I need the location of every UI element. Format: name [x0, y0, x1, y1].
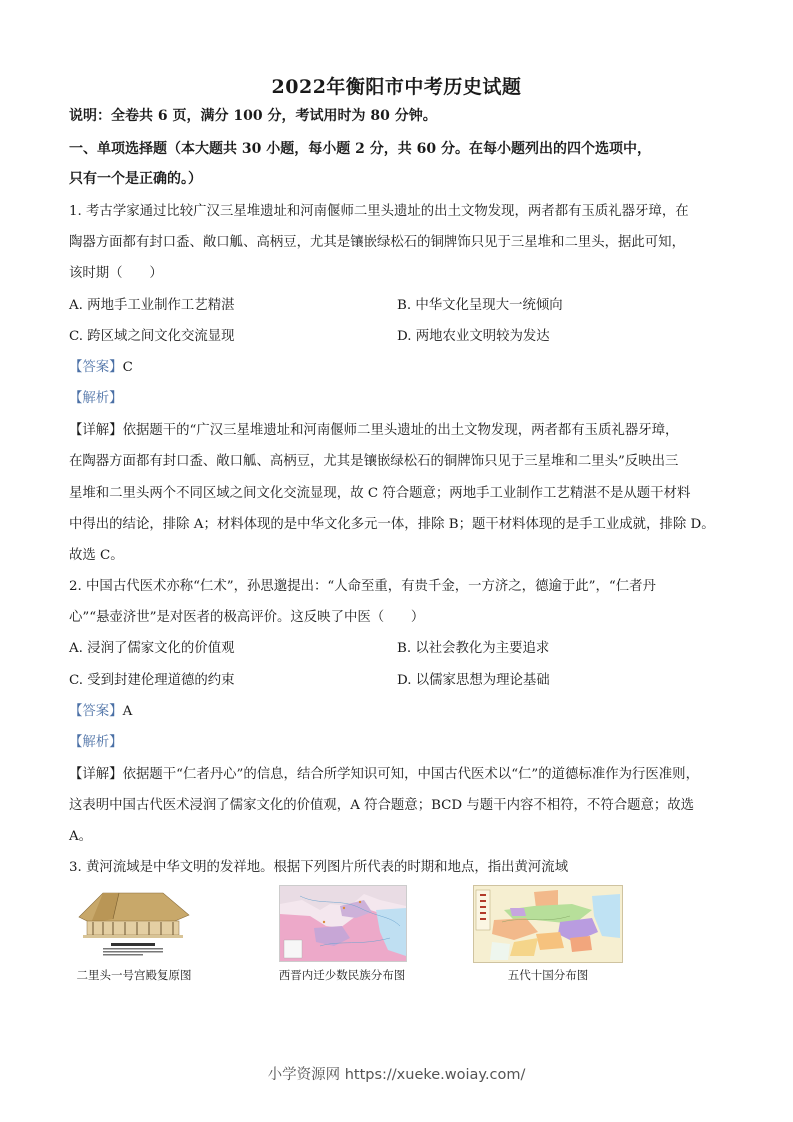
- palace-reconstruction-image: [73, 885, 193, 957]
- figure-caption: 五代十国分布图: [507, 968, 589, 982]
- question-2-stem-line-2: 心”“悬壶济世”是对医者的极高评价。这反映了中医（ ）: [69, 610, 425, 625]
- question-2-option-d: D. 以儒家思想为理论基础: [397, 673, 550, 688]
- answer-label: 【答案】: [69, 360, 123, 375]
- question-1-stem-line-3: 该时期（ ）: [69, 266, 163, 281]
- footer-watermark: 小学资源网 https://xueke.woiay.com/: [267, 1067, 526, 1083]
- question-1-detail-line-5: 故选 C。: [69, 548, 124, 563]
- figure-five-dynasties-map: [473, 885, 633, 985]
- answer-value: C: [122, 360, 133, 375]
- figure-palace: [69, 885, 219, 985]
- section-heading-line-1: 一、单项选择题（本大题共 30 小题，每小题 2 分，共 60 分。在每小题列出的四个选项中，: [69, 141, 651, 157]
- analysis-label: 【解析】: [69, 391, 123, 406]
- question-2-detail-line-2: 这表明中国古代医术浸润了儒家文化的价值观，A 符合题意；BCD 与题干内容不相符，不符合题意；故选: [69, 798, 695, 813]
- question-1-analysis: [69, 390, 123, 408]
- question-2-option-c: C. 受到封建伦理道德的约束: [69, 673, 235, 688]
- answer-value: A: [122, 704, 133, 719]
- question-1-detail-line-3: 星堆和二里头两个不同区域之间文化交流显现，故 C 符合题意；两地手工业制作工艺精湛不是从题干材料: [69, 486, 691, 501]
- question-2-analysis: [69, 734, 123, 752]
- detail-text: 依据题干的“广汉三星堆遗址和河南偃师二里头遗址的出土文物发现，两者都有玉质礼器牙璋，: [122, 423, 679, 438]
- question-1-stem-line-2: 陶器方面都有封口盉、敞口觚、高柄豆，尤其是镶嵌绿松石的铜牌饰只见于三星堆和二里头，据此可知，: [69, 235, 685, 250]
- detail-label: 【详解】: [69, 423, 123, 438]
- analysis-label: 【解析】: [69, 735, 123, 750]
- figure-caption: 西晋内迁少数民族分布图: [278, 968, 406, 982]
- question-2-detail-line-1: [69, 766, 699, 784]
- detail-label: 【详解】: [69, 767, 123, 782]
- figure-caption: 二里头一号宫殿复原图: [76, 968, 192, 982]
- section-heading-line-2: 只有一个是正确的。）: [69, 171, 202, 187]
- question-3-figures: [69, 885, 669, 985]
- page-title: 2022年衡阳市中考历史试题: [271, 76, 522, 98]
- figure-western-jin-map: [276, 885, 416, 985]
- question-2-detail-line-3: A。: [69, 829, 93, 844]
- question-2-stem-line-1: 2. 中国古代医术亦称“仁术”，孙思邈提出：“人命至重，有贵千金，一方济之，德逾于此”，“仁者丹: [69, 579, 656, 594]
- question-1-answer: [69, 359, 133, 377]
- question-2-option-a: A. 浸润了儒家文化的价值观: [69, 641, 235, 656]
- question-1-option-d: D. 两地农业文明较为发达: [397, 329, 550, 344]
- five-dynasties-ten-kingdoms-map: [473, 885, 623, 963]
- question-1-detail-line-1: [69, 422, 678, 440]
- question-3-stem-line-1: 3. 黄河流域是中华文明的发祥地。根据下列图片所代表的时期和地点，指出黄河流域: [69, 860, 569, 875]
- exam-instructions: 说明：全卷共 6 页，满分 100 分，考试用时为 80 分钟。: [69, 108, 437, 124]
- question-1-detail-line-4: 中得出的结论，排除 A；材料体现的是中华文化多元一体，排除 B；题干材料体现的是手工业成就，排除 D。: [69, 517, 715, 532]
- question-1-stem-line-1: 1. 考古学家通过比较广汉三星堆遗址和河南偃师二里头遗址的出土文物发现，两者都有玉质礼器牙璋，在: [69, 204, 689, 219]
- question-1-detail-line-2: 在陶器方面都有封口盉、敞口觚、高柄豆，尤其是镶嵌绿松石的铜牌饰只见于三星堆和二里头”反映出三: [69, 454, 679, 469]
- question-1-option-c: C. 跨区域之间文化交流显现: [69, 329, 235, 344]
- answer-label: 【答案】: [69, 704, 123, 719]
- question-1-option-a: A. 两地手工业制作工艺精湛: [69, 298, 235, 313]
- question-2-option-b: B. 以社会教化为主要追求: [397, 641, 550, 656]
- question-1-option-b: B. 中华文化呈现大一统倾向: [397, 298, 563, 313]
- question-2-answer: [69, 703, 132, 721]
- western-jin-migration-map: [279, 885, 407, 962]
- detail-text: 依据题干“仁者丹心”的信息，结合所学知识可知，中国古代医术以“仁”的道德标准作为行医准则，: [122, 767, 699, 782]
